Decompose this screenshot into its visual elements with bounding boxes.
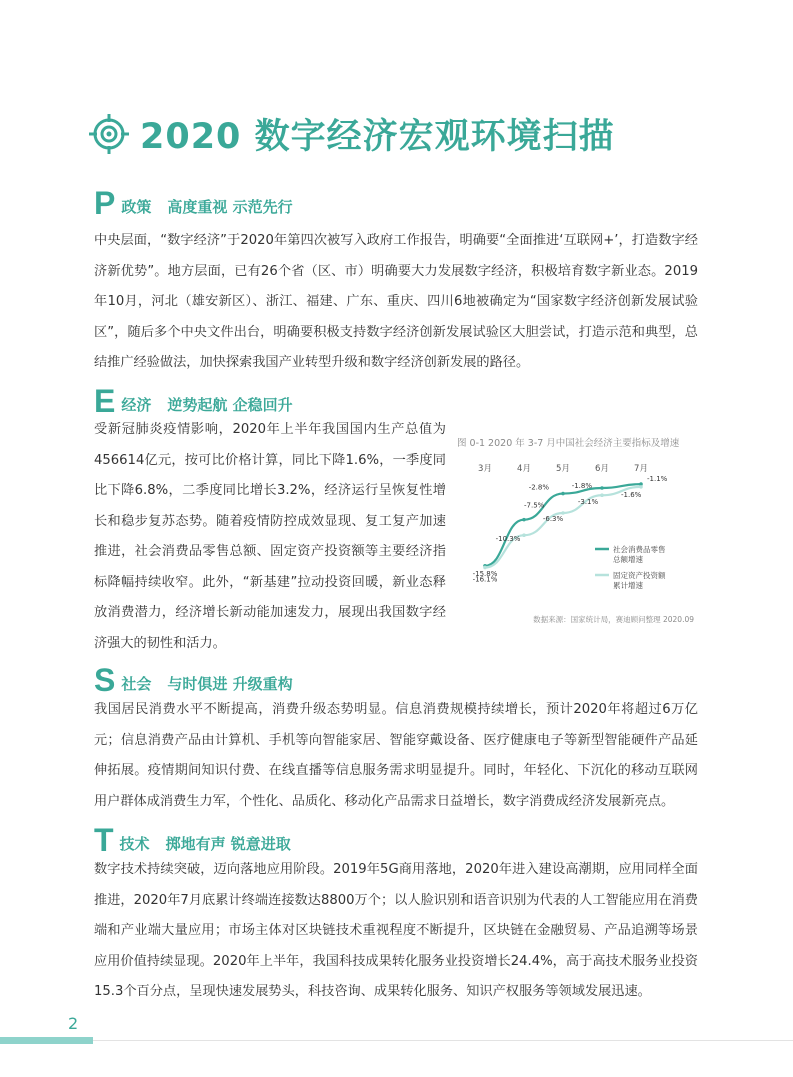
section-label: 技术: [119, 835, 150, 853]
x-tick-label: 3月: [478, 464, 492, 474]
section-paragraph-economy: 受新冠肺炎疫情影响，2020年上半年我国国内生产总值为456614亿元，按可比价格计算，同比下降1.6%，一季度同比下降6.8%，二季度同比增长3.2%，经济运行呈恢复性增长和稳步复苏态势。随着疫情防控成效显现、复工复产加速推进，社会消费品零售总额、固定资产投资额等主要经济指标降幅持续收窄。此外，“新基建”拉动投资回暖，新业态释放消费潜力，经济增长新动能加速发力，展现出我国数字经济强大的韧性和活力。: [94, 422, 446, 651]
section-heading-economy: [94, 381, 293, 417]
data-point: [600, 486, 604, 490]
section-label: 社会: [121, 675, 152, 693]
data-label: -1.6%: [621, 490, 642, 499]
section-subtitle: 掷地有声 锐意进取: [165, 835, 291, 853]
data-label: -1.8%: [571, 482, 592, 490]
data-label: -3.1%: [577, 498, 599, 507]
footer-accent-bar: [0, 1037, 93, 1044]
economic-indicators-chart: [455, 430, 700, 630]
footer-divider: [93, 1040, 793, 1041]
data-label: -16.1%: [472, 575, 498, 584]
x-tick-label: 7月: [634, 464, 648, 474]
section-heading-society: [94, 660, 293, 696]
chart-canvas: [455, 430, 700, 630]
data-point: [522, 533, 526, 537]
page-number: 2: [68, 1014, 79, 1033]
section-letter: S: [94, 662, 116, 698]
section-heading-policy: [94, 183, 293, 219]
title-row: [88, 106, 615, 162]
data-label: -1.1%: [647, 475, 668, 484]
chart-source: 数据来源：国家统计局，赛迪顾问整理 2020.09: [533, 615, 694, 624]
data-label: -15.8%: [472, 569, 498, 578]
section-letter: T: [94, 822, 114, 858]
data-label: -2.8%: [528, 483, 549, 492]
section-letter: E: [94, 383, 116, 419]
section-subtitle: 逆势起航 企稳回升: [167, 396, 293, 414]
section-letter: P: [94, 185, 116, 221]
data-point: [561, 492, 565, 496]
section-subtitle: 高度重视 示范先行: [167, 198, 293, 216]
legend-label: 累计增速: [613, 581, 643, 590]
section-heading-technology: [94, 820, 291, 856]
data-label: -6.3%: [542, 515, 564, 523]
section-label: 经济: [121, 396, 152, 414]
data-label: -7.5%: [524, 501, 545, 510]
page-title: 2020 数字经济宏观环境扫描: [140, 117, 615, 157]
section-label: 政策: [121, 198, 152, 216]
x-tick-label: 6月: [595, 464, 609, 474]
section-subtitle: 与时俱进 升级重构: [167, 675, 293, 693]
target-icon: [88, 113, 130, 155]
data-point: [483, 566, 487, 570]
chart-title: 图 0-1 2020 年 3-7 月中国社会经济主要指标及增速: [457, 438, 680, 449]
x-tick-label: 5月: [556, 464, 570, 474]
data-point: [600, 493, 604, 497]
legend-label: 社会消费品零售: [613, 545, 666, 554]
data-point: [639, 485, 643, 489]
legend-label: 总额增速: [613, 555, 643, 564]
section-paragraph-technology: 数字技术持续突破，迈向落地应用阶段。2019年5G商用落地，2020年进入建设高潮期，应用同样全面推进，2020年7月底累计终端连接数达8800万个；以人脸识别和语音识别为代表的人工智能应用在消费端和产业端大量应用；市场主体对区块链技术重视程度不断提升，区块链在金融贸易、产品追溯等场景应用价值持续显现。2020年上半年，我国科技成果转化服务业投资增长24.4%，高于高技术服务业投资15.3个百分点，呈现快速发展势头，科技咨询、成果转化服务、知识产权服务等领域发展迅速。: [94, 862, 698, 999]
data-point: [522, 518, 526, 522]
section-paragraph-society: 我国居民消费水平不断提高，消费升级态势明显。信息消费规模持续增长，预计2020年将超过6万亿元；信息消费产品由计算机、手机等向智能家居、智能穿戴设备、医疗健康电子等新型智能硬件产品延伸拓展。疫情期间知识付费、在线直播等信息服务需求明显提升。同时，年轻化、下沉化的移动互联网用户群体成消费生力军，个性化、品质化、移动化产品需求日益增长，数字消费成经济发展新亮点。: [94, 702, 698, 809]
data-label: -10.3%: [495, 535, 521, 544]
section-paragraph-policy: 中央层面，“数字经济”于2020年第四次被写入政府工作报告，明确要“全面推进‘互联网+’，打造数字经济新优势”。地方层面，已有26个省（区、市）明确要大力发展数字经济，积极培育数字新业态。2019年10月，河北（雄安新区）、浙江、福建、广东、重庆、四川6地被确定为“国家数字经济创新发展试验区”，随后多个中央文件出台，明确要积极支持数字经济创新发展试验区大胆尝试，打造示范和典型，总结推广经验做法，加快探索我国产业转型升级和数字经济创新发展的路径。: [94, 233, 698, 370]
legend-label: 固定资产投资额: [613, 571, 666, 580]
x-tick-label: 4月: [517, 464, 531, 474]
